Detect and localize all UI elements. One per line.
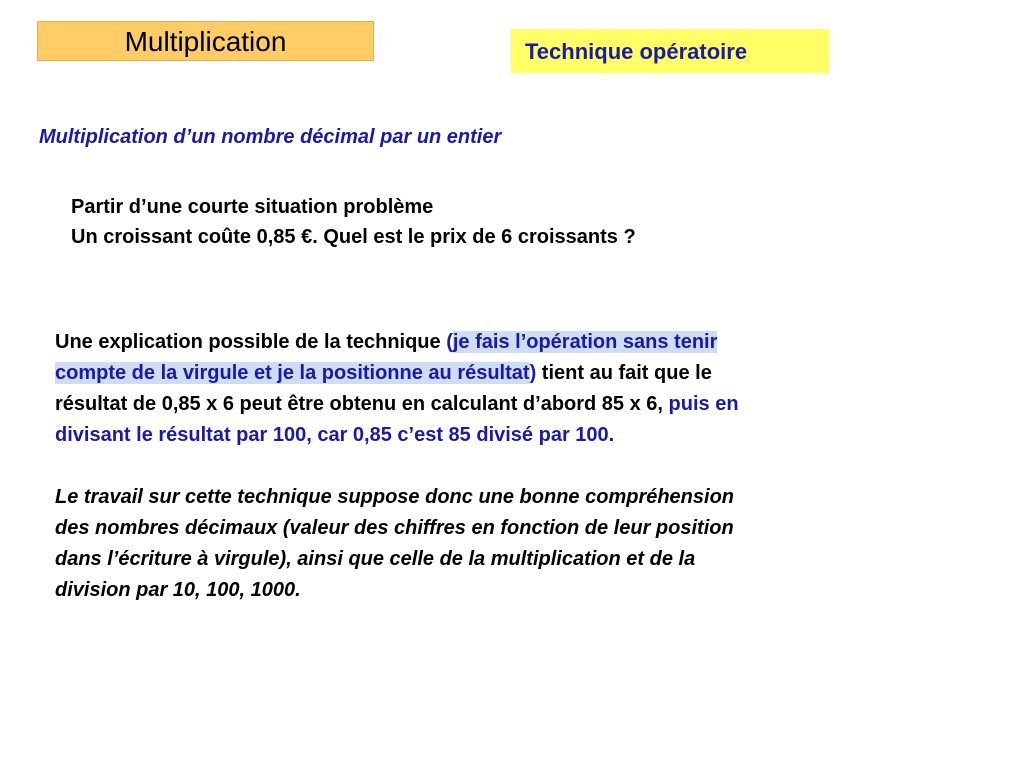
slide-title: Multiplication (37, 21, 374, 61)
explanation-line-3 (55, 389, 945, 420)
explanation-line-4: divisant le résultat par 100, car 0,85 c’est 85 divisé par 100. (55, 424, 615, 446)
explanation-highlight: je fais l’opération sans tenir (452, 331, 718, 353)
slide-subtitle: Multiplication d’un nombre décimal par un entier (39, 126, 502, 148)
conclusion-line-4: division par 10, 100, 1000. (55, 579, 301, 601)
section-tag: Technique opératoire (511, 29, 829, 73)
situation-question: Un croissant coûte 0,85 €. Quel est le prix de 6 croissants ? (71, 226, 636, 248)
conclusion-line-2: des nombres décimaux (valeur des chiffres en fonction de leur position (55, 517, 734, 539)
explanation-text: Une explication possible de la technique (55, 331, 447, 353)
explanation-line-2 (55, 358, 945, 389)
explanation-highlight: compte de la virgule et je la positionne au résultat (55, 362, 530, 384)
problem-situation (71, 192, 636, 252)
explanation-text: résultat de 0,85 x 6 peut être obtenu en calculant d’abord 85 x 6, (55, 393, 669, 415)
explanation-paragraph (55, 327, 945, 451)
explanation-line-1 (55, 327, 945, 358)
conclusion-line-1: Le travail sur cette technique suppose donc une bonne compréhension (55, 486, 735, 508)
explanation-paren-close: ) (529, 362, 537, 384)
explanation-text: tient au fait que le (536, 362, 712, 384)
explanation-paren-open: ( (446, 331, 453, 353)
explanation-emphasis: puis en (668, 393, 739, 415)
conclusion-paragraph (55, 482, 945, 606)
situation-intro: Partir d’une courte situation problème (71, 196, 434, 218)
conclusion-line-3: dans l’écriture à virgule), ainsi que celle de la multiplication et de la (55, 548, 696, 570)
